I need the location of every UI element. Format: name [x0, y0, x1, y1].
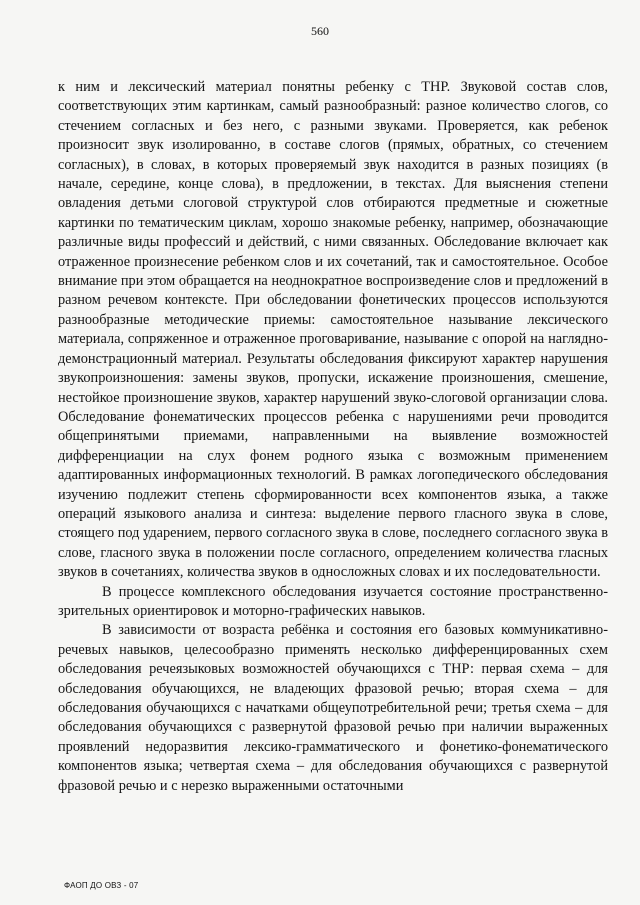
- page-number: 560: [311, 24, 329, 38]
- paragraph-2: В процессе комплексного обследования изучается состояние пространственно-зрительных ориентировок и моторно-графических навыков.: [58, 583, 608, 619]
- footer-label: ФАОП ДО ОВЗ - 07: [64, 881, 139, 890]
- paragraph-1: к ним и лексический материал понятны ребенку с ТНР. Звуковой состав слов, соответствующих этим картинкам, самый разнообразный: разное количество слогов, со стечением согласных и без него, с разными звуками. Проверяется, как ребенок произносит звук изолированно, в составе слогов (прямых, обратных, со стечением согласных), в словах, в которых проверяемый звук находится в разных позициях (в начале, середине, конце слова), в предложении, в текстах. Для выяснения степени овладения детьми слоговой структурой слов отбираются предметные и сюжетные картинки по тематическим циклам, хорошо знакомые ребенку, например, обозначающие различные виды профессий и действий, с ними связанных. Обследование включает как отраженное произнесение ребенком слов и их сочетаний, так и самостоятельное. Особое внимание при этом обращается на неоднократное воспроизведение слов и предложений в разном речевом контексте. При обследовании фонетических процессов используются разнообразные методические приемы: самостоятельное называние лексического материала, сопряженное и отраженное проговаривание, называние с опорой на наглядно-демонстрационный материал. Результаты обследования фиксируют характер нарушения звукопроизношения: замены звуков, пропуски, искажение произношения, смешение, нестойкое произношение звуков, характер нарушений звуко-слоговой организации слова. Обследование фонематических процессов ребенка с нарушениями речи проводится общепринятыми приемами, направленными на выявление возможностей дифференциации на слух фонем родного языка с возможным применением адаптированных информационных технологий. В рамках логопедического обследования изучению подлежит степень сформированности всех компонентов языка, а также операций языкового анализа и синтеза: выделение первого гласного звука в слове, стоящего под ударением, первого согласного звука в слове, последнего согласного звука в слове, гласного звука в положении после согласного, определением количества гласных звуков в сочетаниях, количества звуков в односложных словах и их последовательности.: [58, 79, 608, 581]
- body-text: [58, 78, 608, 796]
- paragraph-3: В зависимости от возраста ребёнка и состояния его базовых коммуникативно-речевых навыков, целесообразно применять несколько дифференцированных схем обследования речеязыковых возможностей обучающихся с ТНР: первая схема – для обследования обучающихся, не владеющих фразовой речью; вторая схема – для обследования обучающихся с начатками общеупотребительной речи; третья схема – для обследования обучающихся с развернутой фразовой речью при наличии выраженных проявлений недоразвития лексико-грамматического и фонетико-фонематического компонентов языка; четвертая схема – для обследования обучающихся с развернутой фразовой речью и с нерезко выраженными остаточными: [58, 622, 608, 794]
